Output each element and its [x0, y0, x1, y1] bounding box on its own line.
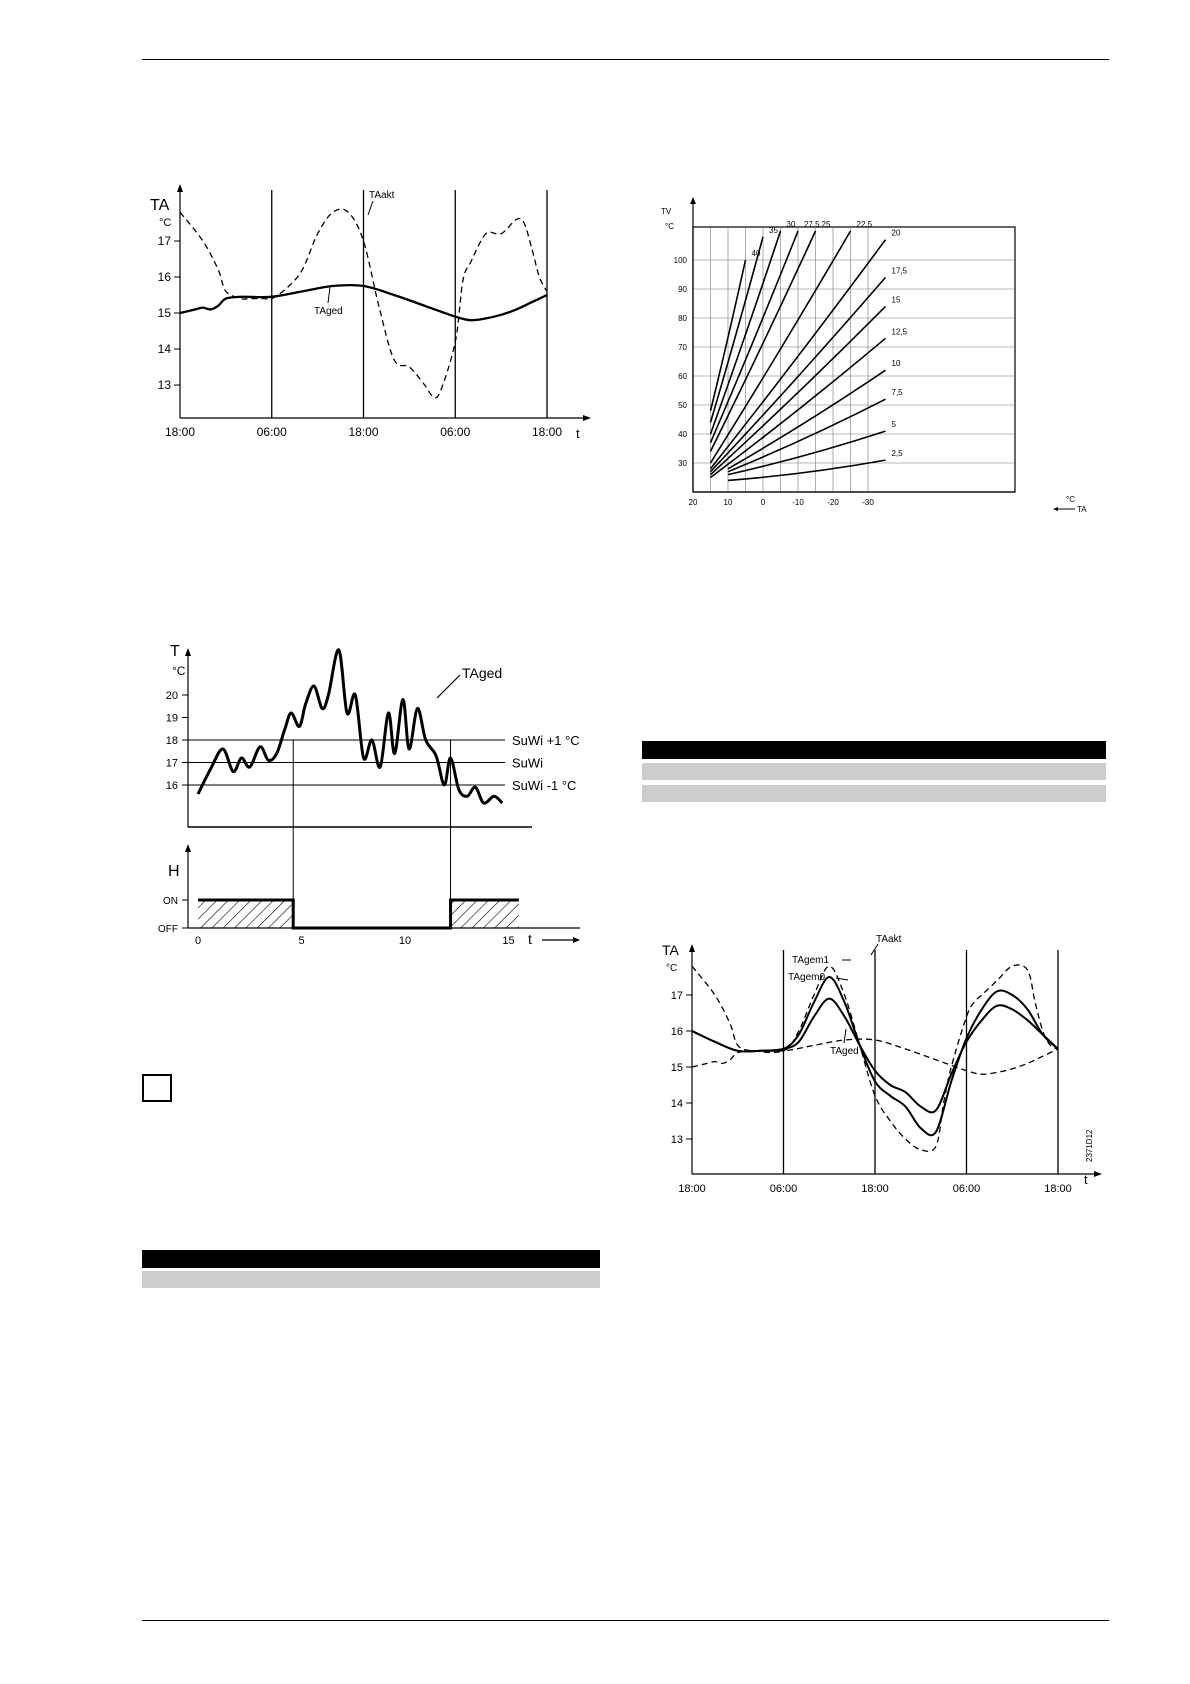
chart2-curves [711, 220, 908, 480]
chart1-vlines [272, 190, 547, 418]
chart2-curve-label-3: 27,5 [804, 220, 820, 229]
chart2-ytick-7: 100 [673, 256, 687, 265]
chart2-ylabel: TV [661, 207, 672, 216]
chart3-ytick-0: 16 [165, 780, 178, 792]
chart2-curve-label-7: 17,5 [891, 266, 908, 276]
chart3-state-1: OFF [158, 924, 178, 935]
chart2-curve-label-2: 30 [786, 220, 796, 229]
chart-ta-mixed [656, 930, 1116, 1200]
chart1-ytick-0: 13 [157, 378, 171, 392]
chart3-level-label-0: SuWi +1 °C [512, 733, 580, 748]
chart2-curve-label-10: 10 [891, 359, 901, 369]
chart3-state-0: ON [163, 896, 178, 907]
chart1-ytick-1: 14 [157, 342, 171, 356]
chart2-curve-label-11: 7,5 [891, 388, 903, 398]
chart3-xlabel: t [528, 931, 532, 947]
chart1-xtick-4: 18:00 [531, 425, 563, 439]
chart3-yunit: °C [172, 664, 186, 678]
chart3-hatch-on-1 [198, 900, 293, 928]
chart1-ytick-2: 15 [157, 306, 171, 320]
chart4-axes [689, 944, 1102, 1177]
chart2-xtick-4: -20 [827, 498, 839, 507]
section-bar-left-dark [142, 1250, 600, 1268]
chart2-xtick-0: 20 [688, 498, 698, 507]
chart-ta-aged [140, 180, 600, 450]
chart2-ytick-4: 70 [678, 343, 687, 352]
chart2-xtick-3: -10 [792, 498, 804, 507]
chart3-ytick-3: 19 [165, 712, 178, 725]
chart2-xunit: °C [1066, 495, 1075, 504]
chart3-xtick-2: 10 [398, 935, 412, 947]
chart3-hlabel: H [168, 863, 180, 880]
chart2-xlabel: TA [1077, 505, 1087, 514]
chart2-ytick-3: 60 [678, 372, 687, 381]
chart4-leader-taged [844, 1029, 846, 1043]
chart2-curve-label-9: 12,5 [891, 327, 908, 337]
bottom-rule [142, 1620, 1109, 1621]
chart2-xtick-5: -30 [862, 498, 874, 507]
chart3-xlabel-arrowhead [573, 937, 580, 943]
chart2-ytick-0: 30 [678, 459, 687, 468]
chart4-ytick-0: 13 [670, 1134, 683, 1146]
chart1-xtick-2: 18:00 [348, 425, 379, 439]
chart4-yunit: °C [666, 963, 678, 974]
chart4-label-tagem0: TAgem0 [788, 972, 826, 983]
chart3-ytick-1: 17 [165, 757, 178, 770]
section-bar-right-dark [642, 741, 1106, 759]
chart4-ytick-4: 17 [670, 990, 683, 1002]
chart3-ytick-2: 18 [165, 735, 178, 747]
chart3-ylabel: T [170, 643, 180, 660]
chart4-ytick-2: 15 [670, 1062, 683, 1074]
chart2-curve-label-5: 22,5 [856, 220, 873, 229]
chart2-ytick-2: 50 [678, 401, 687, 410]
chart1-ytick-4: 17 [157, 234, 171, 248]
chart4-xtick-0: 18:00 [678, 1183, 706, 1195]
chart2-curve-label-13: 2,5 [891, 449, 903, 459]
chart2-ticks [674, 256, 875, 507]
chart4-ytick-1: 14 [670, 1098, 683, 1110]
chart2-ytick-1: 40 [678, 430, 687, 439]
section-bar-right-gray-2 [642, 785, 1106, 802]
chart2-frame [693, 227, 1015, 492]
chart1-leader-taged [328, 287, 330, 303]
chart1-ytick-3: 16 [157, 270, 171, 284]
chart3-level-label-1: SuWi [512, 755, 544, 771]
chart2-xlabel-arrowhead [1053, 507, 1058, 511]
chart4-label-taakt: TAakt [876, 934, 902, 945]
chart3-leader-taged [437, 675, 460, 698]
chart3-xtick-0: 0 [194, 935, 202, 947]
chart2-curve-label-1: 35 [769, 225, 778, 235]
section-bar-left-gray [142, 1271, 600, 1288]
chart3-series-taged [198, 650, 502, 803]
chart1-x-arrow [583, 415, 591, 421]
chart2-curve-1 [711, 237, 764, 423]
chart1-xtick-3: 06:00 [440, 425, 471, 439]
chart-heating-curves [655, 195, 1095, 515]
chart4-ticks [671, 990, 1072, 1195]
chart1-xlabel: t [576, 426, 580, 441]
chart2-y-arrow [690, 197, 696, 204]
chart3-xtick-1: 5 [298, 935, 305, 947]
chart1-yunit: °C [159, 217, 172, 229]
chart4-label-tagem1: TAgem1 [792, 955, 830, 966]
chart1-label-taged: TAged [314, 306, 343, 317]
chart2-ytick-6: 90 [678, 285, 687, 294]
chart4-vlines [784, 950, 1059, 1174]
chart3-y-arrow [185, 648, 191, 656]
chart3-level-label-2: SuWi -1 °C [512, 778, 577, 793]
chart4-x-arrow [1094, 1171, 1102, 1177]
chart1-y-arrow [177, 184, 183, 192]
chart2-curve-label-12: 5 [891, 420, 896, 430]
chart3-label-taged: TAged [462, 665, 503, 681]
chart1-leader-taakt [368, 201, 373, 215]
chart2-ytick-5: 80 [678, 314, 687, 323]
chart3-xtick-3: 15 [502, 935, 515, 947]
chart3-ytick-4: 20 [165, 690, 178, 702]
chart2-curve-label-6: 20 [891, 228, 901, 238]
chart1-label-taakt: TAakt [369, 190, 395, 201]
chart4-xtick-3: 06:00 [952, 1183, 981, 1195]
chart-summer-winter [160, 640, 610, 950]
section-bar-right-gray [642, 763, 1106, 780]
chart2-xtick-2: 0 [760, 498, 766, 507]
chart4-label-taged: TAged [830, 1046, 859, 1057]
chart1-ticks [158, 234, 563, 439]
chart4-ytick-3: 16 [670, 1026, 683, 1038]
chart3-hatch-on-2 [451, 900, 519, 928]
chart4-y-arrow [689, 944, 695, 952]
top-rule [142, 59, 1109, 60]
chart1-ylabel: TA [150, 197, 170, 214]
chart1-xtick-0: 18:00 [164, 425, 196, 439]
chart3-h-arrow [185, 844, 191, 852]
chart4-xtick-4: 18:00 [1044, 1183, 1072, 1195]
chart3-hatch [198, 900, 519, 928]
chart1-xtick-1: 06:00 [256, 425, 287, 439]
chart4-code: 2371D12 [1085, 1129, 1094, 1162]
chart2-xtick-1: 10 [723, 498, 733, 507]
chart2-curve-label-4: 25 [821, 220, 831, 229]
chart2-curve-3 [711, 231, 799, 443]
chart4-xtick-2: 18:00 [861, 1183, 889, 1195]
chart4-ylabel: TA [662, 942, 679, 958]
chart2-yunit: °C [665, 222, 674, 231]
chart4-xtick-1: 06:00 [769, 1183, 798, 1195]
chart2-curve-label-0: 40 [751, 249, 761, 258]
chart2-curve-label-8: 15 [891, 295, 901, 305]
note-icon [142, 1074, 172, 1102]
chart4-xlabel: t [1084, 1172, 1088, 1187]
